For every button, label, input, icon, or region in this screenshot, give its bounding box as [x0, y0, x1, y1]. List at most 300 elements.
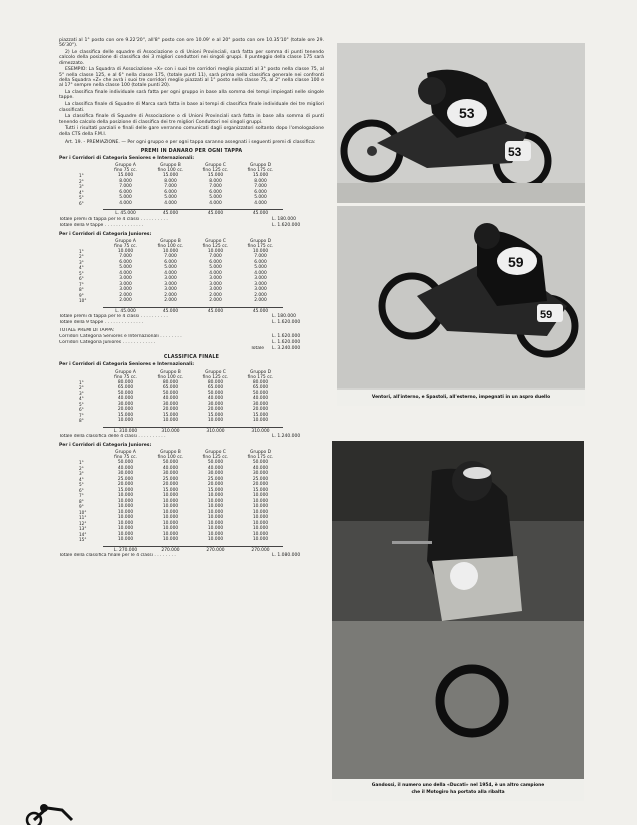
group-name: Gruppo D	[249, 238, 272, 244]
prize-cell: 25.000	[117, 476, 134, 482]
prize-cell: 20.000	[207, 482, 224, 488]
sum-value: L. 180.000	[272, 314, 296, 320]
group-name: Gruppo A	[115, 163, 136, 169]
rank-label: 3°	[79, 390, 84, 396]
totals-spacer	[59, 209, 103, 216]
prize-cell: 10.000	[252, 493, 269, 499]
rank-label: 2°	[79, 385, 84, 391]
prize-cell: 15.000	[207, 412, 224, 418]
prize-cell: 6.000	[119, 259, 132, 265]
photo-caption	[332, 779, 584, 801]
helmet	[418, 77, 446, 105]
prize-cell: 50.000	[252, 460, 269, 466]
helmet	[452, 461, 492, 501]
race-number: 59	[508, 254, 524, 270]
prize-cell: 15.000	[162, 173, 179, 179]
prize-cell: 3.000	[209, 281, 222, 287]
prize-cell: 8.000	[254, 178, 267, 184]
helmet	[474, 223, 500, 249]
prize-cell: 3.000	[209, 287, 222, 293]
group-class: fino 75 cc.	[114, 455, 137, 461]
sum-value: L. 1.240.000	[272, 434, 301, 440]
column-header	[238, 450, 283, 460]
prize-cell: 65.000	[252, 385, 269, 391]
goggles	[463, 467, 491, 479]
total-cell: L. 270.000	[103, 546, 148, 553]
group-name: Gruppo B	[160, 450, 181, 456]
rank-label: 4°	[79, 189, 84, 195]
rank-label: 2°	[79, 254, 84, 260]
prize-cell: 80.000	[252, 379, 269, 385]
prize-cell: 4.000	[164, 270, 177, 276]
prize-cell: 3.000	[254, 287, 267, 293]
prize-cell: 10.000	[117, 520, 134, 526]
table-title: Per i Corridori di Categoria Seniores e Internazionali:	[59, 155, 194, 161]
prize-cell: 50.000	[162, 460, 179, 466]
totals-row	[59, 209, 324, 216]
group-class: fino 100 cc.	[157, 243, 184, 249]
group-class: fino 175 cc.	[247, 243, 274, 249]
prize-cell: 2.000	[119, 292, 132, 298]
total-cell: 45.000	[148, 307, 193, 314]
total-cell: 45.000	[193, 209, 238, 216]
rank-label: 5°	[79, 270, 84, 276]
prize-cell: 10.000	[252, 509, 269, 515]
prize-cell: 10.000	[252, 418, 269, 424]
rank-label: 1°	[79, 173, 84, 179]
prize-cell: 50.000	[117, 460, 134, 466]
prize-cell: 10.000	[117, 418, 134, 424]
group-class: fino 175 cc.	[247, 168, 274, 174]
race-number-side: 53	[508, 145, 522, 159]
prize-cell: 2.000	[164, 292, 177, 298]
total-cell: 270.000	[148, 546, 193, 553]
prize-cell: 7.000	[254, 254, 267, 260]
prize-cell: 25.000	[162, 476, 179, 482]
prize-cell: 10.000	[162, 526, 179, 532]
prize-cell: 40.000	[117, 396, 134, 402]
column-header	[238, 239, 283, 249]
prize-cell: 4.000	[209, 200, 222, 206]
prize-cell: 15.000	[117, 173, 134, 179]
rank-label: 3°	[79, 184, 84, 190]
rank-label: 6°	[79, 200, 84, 206]
prize-cell: 4.000	[254, 270, 267, 276]
prize-cell: 10.000	[117, 248, 134, 254]
rank-label: 8°	[79, 498, 84, 504]
prize-cell: 10.000	[207, 504, 224, 510]
rank-label: 11°	[79, 515, 87, 521]
column-header	[193, 370, 238, 380]
prize-cell: 10.000	[117, 537, 134, 543]
column-header	[193, 163, 238, 173]
prize-cell: 10.000	[207, 493, 224, 499]
table-row	[59, 537, 324, 543]
prize-cell: 2.000	[254, 298, 267, 304]
table-row	[59, 418, 324, 424]
prize-cell: 10.000	[117, 498, 134, 504]
prize-cell: 10.000	[162, 418, 179, 424]
prize-cell: 10.000	[252, 531, 269, 537]
sum-value: L. 180.000	[272, 216, 296, 222]
totals-row	[59, 427, 324, 434]
prize-cell: 8.000	[209, 178, 222, 184]
prize-cell: 4.000	[119, 270, 132, 276]
caption-line-2: che il Motogiro ha portato alla ribalta	[411, 790, 505, 795]
prize-cell: 10.000	[117, 515, 134, 521]
column-header	[103, 163, 148, 173]
column-header	[193, 239, 238, 249]
prize-cell: 10.000	[207, 537, 224, 543]
prize-cell: 20.000	[117, 407, 134, 413]
prize-cell: 30.000	[207, 401, 224, 407]
prize-cell: 6.000	[254, 259, 267, 265]
rank-label: 2°	[79, 178, 84, 184]
prize-cell: 2.000	[119, 298, 132, 304]
table-header	[59, 370, 324, 380]
prize-cell: 10.000	[252, 248, 269, 254]
group-class: fino 100 cc.	[157, 374, 184, 380]
group-name: Gruppo C	[205, 238, 226, 244]
rank-label: 4°	[79, 265, 84, 271]
prize-cell: 2.000	[164, 298, 177, 304]
prize-cell: 40.000	[252, 465, 269, 471]
prize-cell: 6.000	[119, 189, 132, 195]
sum-line	[59, 434, 324, 440]
prize-cell: 10.000	[252, 537, 269, 543]
table-row	[59, 201, 324, 207]
front-hub	[367, 146, 377, 156]
prize-cell: 7.000	[209, 254, 222, 260]
column-header	[103, 370, 148, 380]
grand-total-value: L. 3.240.000	[272, 346, 301, 352]
group-class: fino 125 cc.	[202, 168, 229, 174]
total-cell: 310.000	[193, 427, 238, 434]
prize-cell: 10.000	[117, 531, 134, 537]
group-name: Gruppo A	[115, 369, 136, 375]
prize-cell: 40.000	[162, 465, 179, 471]
race-number: 53	[459, 105, 475, 121]
total-cell: L. 45.000	[103, 307, 148, 314]
prize-cell: 40.000	[162, 396, 179, 402]
prize-cell: 65.000	[162, 385, 179, 391]
rank-label: 10°	[79, 509, 87, 515]
prize-cell: 5.000	[164, 195, 177, 201]
total-cell: 270.000	[238, 546, 283, 553]
sum-value: L. 1.620.000	[272, 222, 301, 228]
prize-cell: 7.000	[164, 254, 177, 260]
prize-cell: 15.000	[117, 412, 134, 418]
totals-spacer	[59, 427, 103, 434]
prize-cell: 30.000	[117, 401, 134, 407]
group-class: fino 125 cc.	[202, 243, 229, 249]
prize-cell: 10.000	[162, 537, 179, 543]
total-cell: 45.000	[148, 209, 193, 216]
prize-cell: 20.000	[162, 482, 179, 488]
prize-cell: 15.000	[252, 412, 269, 418]
prize-cell: 50.000	[207, 390, 224, 396]
group-name: Gruppo D	[249, 163, 272, 169]
prize-cell: 2.000	[209, 298, 222, 304]
column-header	[148, 370, 193, 380]
article-19: Art. 19. - PREMIAZIONE. — Per ogni gruppo e per ogni tappa saranno assegnati i seguenti premi di classifica:	[65, 140, 316, 146]
paragraph: piazzati al 1° posto con ore 9.22'20", all'8° posto con ore 10.09' e al 20° posto con ore 10.35'10" (totale ore 29. 56'30").	[59, 38, 324, 49]
prize-cell: 65.000	[207, 385, 224, 391]
sum-label: Totale della classifica delle 4 classi . . . . . . . . . .	[59, 434, 166, 440]
column-header	[148, 239, 193, 249]
sum-line	[59, 320, 324, 326]
prize-cell: 3.000	[254, 281, 267, 287]
prize-cell: 3.000	[164, 281, 177, 287]
paragraph: 2) Le classifica delle squadre di Associazione o di Unioni Provinciali, sarà fatta per somma di punti tenendo calcolo della posizione di classifica dei 3 migliori conduttori nei singoli gruppi. Il punteggio della classe 175 sarà dimezzato.	[59, 50, 324, 66]
rank-label: 13°	[79, 526, 87, 532]
table-title: Per i Corridori di Categoria Juniores:	[59, 231, 152, 237]
prize-cell: 10.000	[252, 498, 269, 504]
prize-cell: 4.000	[254, 200, 267, 206]
rank-label: 7°	[79, 412, 84, 418]
prize-cell: 5.000	[119, 195, 132, 201]
prize-cell: 10.000	[117, 504, 134, 510]
group-class: fino 125 cc.	[202, 374, 229, 380]
prize-cell: 10.000	[207, 418, 224, 424]
group-class: fino 75 cc.	[114, 243, 137, 249]
rank-label: 2°	[79, 465, 84, 471]
column-header	[148, 163, 193, 173]
prize-cell: 25.000	[207, 476, 224, 482]
prize-cell: 5.000	[164, 265, 177, 271]
rank-label: 7°	[79, 281, 84, 287]
group-class: fino 75 cc.	[114, 168, 137, 174]
prize-cell: 3.000	[119, 281, 132, 287]
prize-table	[59, 232, 324, 315]
rank-label: 15°	[79, 537, 87, 543]
prize-cell: 40.000	[252, 396, 269, 402]
rank-label: 5°	[79, 401, 84, 407]
prize-cell: 10.000	[252, 520, 269, 526]
rank-label: 1°	[79, 460, 84, 466]
prize-cell: 10.000	[207, 498, 224, 504]
sum-label: Totale della classifica finale per le 4 classi . . . . . . . .	[59, 553, 176, 559]
railing	[392, 541, 432, 544]
totals-spacer	[59, 307, 103, 314]
prize-cell: 15.000	[117, 487, 134, 493]
sum-line	[59, 553, 324, 559]
stage-total-value: L. 1.620.000	[272, 334, 301, 340]
rank-label: 5°	[79, 195, 84, 201]
prize-cell: 10.000	[252, 515, 269, 521]
prize-cell: 5.000	[119, 265, 132, 271]
rank-label: 3°	[79, 471, 84, 477]
paragraph: Tutti i risultati parziali e finali delle gare verranno comunicati dagli organizzatori soltanto dopo l'omologazione della CTS della F.M.I.	[59, 126, 324, 137]
group-class: fino 175 cc.	[247, 455, 274, 461]
column-header	[238, 370, 283, 380]
table-row	[59, 298, 324, 304]
total-cell: 45.000	[238, 307, 283, 314]
prize-cell: 3.000	[119, 276, 132, 282]
prize-cell: 6.000	[164, 189, 177, 195]
group-class: fino 175 cc.	[247, 374, 274, 380]
prize-cell: 80.000	[162, 379, 179, 385]
prize-table	[59, 443, 324, 553]
rank-label: 6°	[79, 276, 84, 282]
rank-label: 12°	[79, 520, 87, 526]
rank-label: 9°	[79, 292, 84, 298]
group-name: Gruppo A	[115, 450, 136, 456]
grand-total-label: Totale	[250, 346, 264, 352]
prize-cell: 3.000	[164, 287, 177, 293]
group-name: Gruppo D	[249, 369, 272, 375]
gandossi-illustration	[332, 441, 584, 779]
prize-cell: 7.000	[119, 254, 132, 260]
prize-cell: 15.000	[162, 412, 179, 418]
prize-cell: 15.000	[162, 487, 179, 493]
motorcycle-logo-icon	[22, 800, 82, 825]
racer-illustration	[337, 206, 585, 388]
prize-cell: 50.000	[117, 390, 134, 396]
table-title: Per i Corridori di Categoria Juniores:	[59, 443, 152, 449]
caption-line-1: Gandossi, il numero uno della «Ducati» nel 1954, è un altro campione	[371, 783, 545, 788]
prize-cell: 10.000	[207, 515, 224, 521]
prize-cell: 15.000	[252, 173, 269, 179]
prize-cell: 10.000	[207, 248, 224, 254]
prize-cell: 20.000	[117, 482, 134, 488]
headlight	[450, 562, 478, 590]
prize-cell: 6.000	[209, 259, 222, 265]
photo-racer-2	[337, 206, 585, 406]
prize-cell: 10.000	[162, 531, 179, 537]
stage-total-title: TOTALE PREMI DI TAPPA:	[59, 328, 115, 334]
total-cell: L. 45.000	[103, 209, 148, 216]
sum-line	[59, 223, 324, 229]
table-header	[59, 239, 324, 249]
stage-total-value: L. 1.620.000	[272, 340, 301, 346]
prize-cell: 5.000	[254, 195, 267, 201]
total-cell: 310.000	[148, 427, 193, 434]
prize-cell: 10.000	[162, 498, 179, 504]
prize-cell: 3.000	[209, 276, 222, 282]
fairing	[432, 556, 522, 621]
text-column	[59, 38, 324, 559]
prize-cell: 10.000	[162, 493, 179, 499]
prize-cell: 50.000	[207, 460, 224, 466]
prize-cell: 8.000	[164, 178, 177, 184]
prize-cell: 15.000	[207, 173, 224, 179]
prize-table	[59, 362, 324, 434]
prize-cell: 10.000	[162, 509, 179, 515]
prize-cell: 4.000	[119, 200, 132, 206]
prize-cell: 10.000	[207, 509, 224, 515]
rank-label: 8°	[79, 287, 84, 293]
race-number-side: 59	[540, 309, 553, 321]
photo-racer-1	[337, 43, 585, 203]
prize-cell: 30.000	[207, 471, 224, 477]
prize-cell: 10.000	[207, 531, 224, 537]
rank-label: 10°	[79, 298, 87, 304]
group-name: Gruppo C	[205, 369, 226, 375]
prize-cell: 40.000	[207, 396, 224, 402]
prize-cell: 15.000	[252, 487, 269, 493]
prize-cell: 20.000	[252, 407, 269, 413]
prize-cell: 10.000	[252, 504, 269, 510]
total-cell: L. 310.000	[103, 427, 148, 434]
rank-label: 6°	[79, 407, 84, 413]
totals-spacer	[59, 546, 103, 553]
prize-cell: 5.000	[254, 265, 267, 271]
prize-cell: 6.000	[164, 259, 177, 265]
prize-cell: 15.000	[207, 487, 224, 493]
stage-total-label: Corridori Categoria Juniores . . . . . . . . . . . .	[59, 340, 156, 346]
group-class: fino 100 cc.	[157, 455, 184, 461]
prize-cell: 7.000	[119, 184, 132, 190]
prize-cell: 30.000	[252, 471, 269, 477]
column-header	[148, 450, 193, 460]
stage-total-line	[59, 346, 324, 352]
table-header	[59, 163, 324, 173]
prize-cell: 10.000	[207, 526, 224, 532]
group-name: Gruppo B	[160, 369, 181, 375]
group-class: fino 75 cc.	[114, 374, 137, 380]
prize-cell: 10.000	[117, 526, 134, 532]
prize-cell: 10.000	[117, 509, 134, 515]
group-name: Gruppo C	[205, 163, 226, 169]
group-name: Gruppo B	[160, 163, 181, 169]
rank-label: 14°	[79, 531, 87, 537]
paragraph: La classifica finale individuale sarà fatta per ogni gruppo in base alla somma dei tempi impiegati nelle singole tappe.	[59, 90, 324, 101]
rank-label: 3°	[79, 259, 84, 265]
prize-cell: 4.000	[164, 200, 177, 206]
prize-cell: 25.000	[252, 476, 269, 482]
rank-label: 6°	[79, 487, 84, 493]
prize-cell: 2.000	[254, 292, 267, 298]
total-cell: 45.000	[193, 307, 238, 314]
prize-cell: 5.000	[209, 195, 222, 201]
rank-label: 1°	[79, 248, 84, 254]
group-class: fino 100 cc.	[157, 168, 184, 174]
total-cell: 45.000	[238, 209, 283, 216]
section-title-final: CLASSIFICA FINALE	[163, 355, 220, 361]
column-header	[238, 163, 283, 173]
group-name: Gruppo D	[249, 450, 272, 456]
prize-cell: 10.000	[162, 520, 179, 526]
prize-cell: 50.000	[252, 390, 269, 396]
rank-label: 4°	[79, 396, 84, 402]
prize-cell: 10.000	[162, 504, 179, 510]
table-header	[59, 450, 324, 460]
prize-cell: 40.000	[207, 465, 224, 471]
prize-cell: 65.000	[117, 385, 134, 391]
prize-cell: 7.000	[164, 184, 177, 190]
rank-label: 5°	[79, 482, 84, 488]
prize-cell: 30.000	[162, 471, 179, 477]
sum-label: Totale della 9 tappe . . . . . . . . . . . . . .	[59, 320, 144, 326]
prize-cell: 30.000	[162, 401, 179, 407]
prize-cell: 10.000	[117, 493, 134, 499]
group-name: Gruppo A	[115, 238, 136, 244]
totals-row	[59, 546, 324, 553]
stage-total-label: Corridori Categoria Seniores e Internazionali . . . . . . . .	[59, 334, 182, 340]
photo-gandossi	[332, 441, 584, 801]
rank-label: 8°	[79, 418, 84, 424]
prize-cell: 6.000	[209, 189, 222, 195]
sum-value: L. 1.080.000	[272, 553, 301, 559]
prize-cell: 20.000	[207, 407, 224, 413]
total-cell: 270.000	[193, 546, 238, 553]
group-name: Gruppo C	[205, 450, 226, 456]
table-title: Per i Corridori di Categoria Seniores e Internazionali:	[59, 362, 194, 368]
prize-cell: 10.000	[162, 248, 179, 254]
paragraph: La classifica finale di Squadre di Marca sarà fatta in base ai tempi di classifica finale individuale dei tre migliori classificati.	[59, 102, 324, 113]
rank-label: 7°	[79, 493, 84, 499]
